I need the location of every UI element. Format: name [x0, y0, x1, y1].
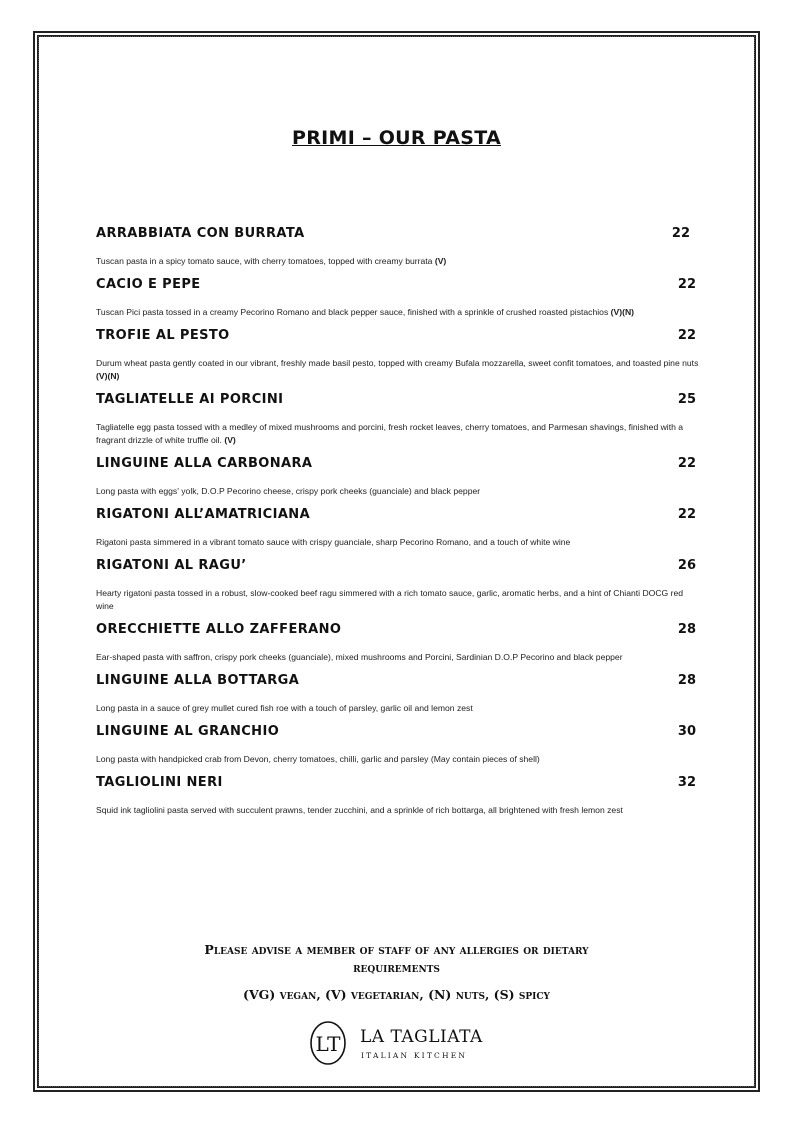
dietary-tag: (V) — [224, 435, 236, 445]
item-description: Long pasta with handpicked crab from Devon, cherry tomatoes, chilli, garlic and parsley (May contain pieces of shell) — [96, 754, 540, 764]
item-name: RIGATONI AL RAGU’ — [96, 558, 247, 573]
item-name: TROFIE AL PESTO — [96, 328, 230, 343]
item-price: 22 — [677, 328, 696, 343]
logo-monogram-icon — [306, 1021, 350, 1065]
item-name: TAGLIOLINI NERI — [96, 775, 223, 790]
item-price: 26 — [677, 558, 696, 573]
menu-item — [96, 507, 700, 549]
dietary-tag: (V)(N) — [610, 307, 635, 317]
svg-text:LT: LT — [315, 1032, 341, 1056]
item-description: Tagliatelle egg pasta tossed with a medley of mixed mushrooms and porcini, fresh rocket leaves, cherry tomatoes, and Parmesan shavings, finished with a fragrant drizzle of white truffle oil. (V) — [96, 422, 684, 445]
item-name: ORECCHIETTE ALLO ZAFFERANO — [96, 622, 342, 637]
menu-item — [96, 775, 700, 817]
item-price: 28 — [677, 673, 696, 688]
item-name: ARRABBIATA CON BURRATA — [96, 226, 305, 241]
item-name: CACIO E PEPE — [96, 277, 201, 292]
item-price: 25 — [677, 392, 696, 407]
item-name: RIGATONI ALL’AMATRICIANA — [96, 507, 311, 522]
item-price: 30 — [677, 724, 696, 739]
item-description: Long pasta in a sauce of grey mullet cured fish roe with a touch of parsley, garlic oil and lemon zest — [96, 703, 473, 713]
menu-item — [96, 673, 700, 715]
allergy-notice: Please advise a member of staff of any allergies or dietary requirements — [204, 942, 589, 975]
item-description: Squid ink tagliolini pasta served with succulent prawns, tender zucchini, and a sprinkle of rich bottarga, all brightened with fresh lemon zest — [96, 805, 623, 815]
item-name: LINGUINE AL GRANCHIO — [96, 724, 280, 739]
menu-list — [96, 226, 700, 826]
item-name: LINGUINE ALLA CARBONARA — [96, 456, 313, 471]
menu-item — [96, 622, 700, 664]
item-name: TAGLIATELLE AI PORCINI — [96, 392, 284, 407]
item-name: LINGUINE ALLA BOTTARGA — [96, 673, 300, 688]
item-price: 22 — [671, 226, 690, 241]
dietary-tag: (V) — [434, 256, 447, 266]
dietary-tag: (V)(N) — [96, 371, 120, 381]
restaurant-logo — [306, 1021, 496, 1067]
logo-name: LA TAGLIATA — [360, 1027, 483, 1047]
menu-item — [96, 724, 700, 766]
menu-item — [96, 226, 700, 268]
item-price: 22 — [677, 456, 696, 471]
menu-item — [96, 328, 700, 383]
logo-subtitle: ITALIAN KITCHEN — [361, 1051, 468, 1060]
item-description: Ear-shaped pasta with saffron, crispy pork cheeks (guanciale), mixed mushrooms and Porcini, Sardinian D.O.P Pecorino and black pepper — [96, 652, 623, 662]
item-description: Tuscan Pici pasta tossed in a creamy Pecorino Romano and black pepper sauce, finished with a sprinkle of crushed roasted pistachios (V)(N) — [96, 307, 635, 317]
item-price: 22 — [677, 507, 696, 522]
page-title: PRIMI – OUR PASTA — [291, 127, 502, 149]
dietary-key: (VG) vegan, (V) vegetarian, (N) nuts, (S) spicy — [243, 987, 550, 1002]
item-description: Rigatoni pasta simmered in a vibrant tomato sauce with crispy guanciale, sharp Pecorino Romano, and a touch of white wine — [96, 537, 571, 547]
item-description: Long pasta with eggs' yolk, D.O.P Pecorino cheese, crispy pork cheeks (guanciale) and black pepper — [96, 486, 481, 496]
item-price: 32 — [677, 775, 696, 790]
menu-item — [96, 456, 700, 498]
item-description: Tuscan pasta in a spicy tomato sauce, with cherry tomatoes, topped with creamy burrata (V) — [96, 256, 447, 266]
menu-item — [96, 392, 700, 447]
item-price: 28 — [677, 622, 696, 637]
menu-item — [96, 277, 700, 319]
menu-item — [96, 558, 700, 613]
item-description: Hearty rigatoni pasta tossed in a robust, slow-cooked beef ragu simmered with a rich tomato sauce, garlic, aromatic herbs, and a hint of Chianti DOCG red wine — [96, 588, 684, 611]
item-price: 22 — [677, 277, 696, 292]
item-description: Durum wheat pasta gently coated in our vibrant, freshly made basil pesto, topped with creamy Bufala mozzarella, sweet confit tomatoes, and toasted pine nuts (V)(N) — [96, 358, 699, 381]
